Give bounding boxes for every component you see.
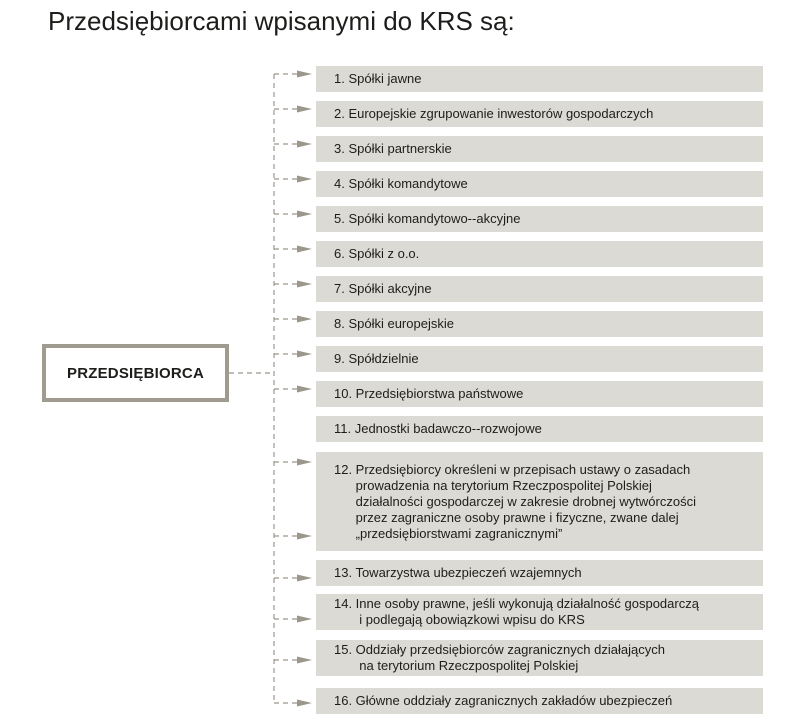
category-item-4	[316, 171, 763, 197]
category-item-13	[316, 560, 763, 586]
arrow-head-icon	[297, 211, 312, 218]
category-item-label: 16. Główne oddziały zagranicznych zakładów ubezpieczeń	[334, 693, 673, 708]
arrow-head-icon	[297, 351, 312, 358]
category-item-label: 11. Jednostki badawczo--rozwojowe	[334, 421, 542, 436]
category-item-15	[316, 640, 763, 676]
arrow-head-icon	[297, 71, 312, 78]
category-item-8	[316, 311, 763, 337]
category-item-label: 15. Oddziały przedsiębiorców zagranicznych działających na terytorium Rzeczpospolitej Polskiej	[334, 642, 665, 673]
category-item-2	[316, 101, 763, 127]
category-item-14	[316, 594, 763, 630]
category-item-label: 1. Spółki jawne	[334, 71, 422, 86]
arrow-head-icon	[297, 281, 312, 288]
arrow-head-icon	[297, 246, 312, 253]
category-item-10	[316, 381, 763, 407]
category-item-5	[316, 206, 763, 232]
category-item-label: 10. Przedsiębiorstwa państwowe	[334, 386, 524, 401]
category-item-7	[316, 276, 763, 302]
root-node-przedsiebiorca	[42, 344, 229, 402]
arrow-head-icon	[297, 575, 312, 582]
category-item-label: 5. Spółki komandytowo--akcyjne	[334, 211, 521, 226]
category-item-label: 3. Spółki partnerskie	[334, 141, 452, 156]
category-item-label: 2. Europejskie zgrupowanie inwestorów gospodarczych	[334, 106, 654, 121]
arrow-head-icon	[297, 657, 312, 664]
category-item-6	[316, 241, 763, 267]
arrow-head-icon	[297, 106, 312, 113]
category-item-label: 7. Spółki akcyjne	[334, 281, 432, 296]
category-item-9	[316, 346, 763, 372]
arrow-head-icon	[297, 386, 312, 393]
page-title: Przedsiębiorcami wpisanymi do KRS są:	[48, 6, 515, 36]
arrow-head-icon	[297, 141, 312, 148]
category-item-12	[316, 452, 763, 551]
arrow-head-icon	[297, 616, 312, 623]
category-item-1	[316, 66, 763, 92]
root-node-label: PRZEDSIĘBIORCA	[67, 364, 204, 382]
category-item-label: 6. Spółki z o.o.	[334, 246, 420, 261]
category-item-11	[316, 416, 763, 442]
category-item-label: 9. Spółdzielnie	[334, 351, 419, 366]
category-item-label: 14. Inne osoby prawne, jeśli wykonują działalność gospodarczą i podlegają obowiązkowi wpisu do KRS	[334, 596, 699, 627]
arrow-head-icon	[297, 316, 312, 323]
category-item-3	[316, 136, 763, 162]
category-item-label: 12. Przedsiębiorcy określeni w przepisach ustawy o zasadach prowadzenia na terytorium Rzeczpospolitej Polskiej działalności gospodarczej w zakresie drobnej wytwórczości przez zagraniczne osoby prawne i fizyczne, zwane dalej „przedsiębiorstwami zagranicznymi”	[334, 461, 696, 541]
arrow-head-icon	[297, 533, 312, 540]
category-item-label: 8. Spółki europejskie	[334, 316, 454, 331]
arrow-head-icon	[297, 459, 312, 466]
category-item-16	[316, 688, 763, 714]
category-item-label: 13. Towarzystwa ubezpieczeń wzajemnych	[334, 565, 582, 580]
category-item-label: 4. Spółki komandytowe	[334, 176, 468, 191]
arrow-head-icon	[297, 700, 312, 707]
arrow-head-icon	[297, 176, 312, 183]
